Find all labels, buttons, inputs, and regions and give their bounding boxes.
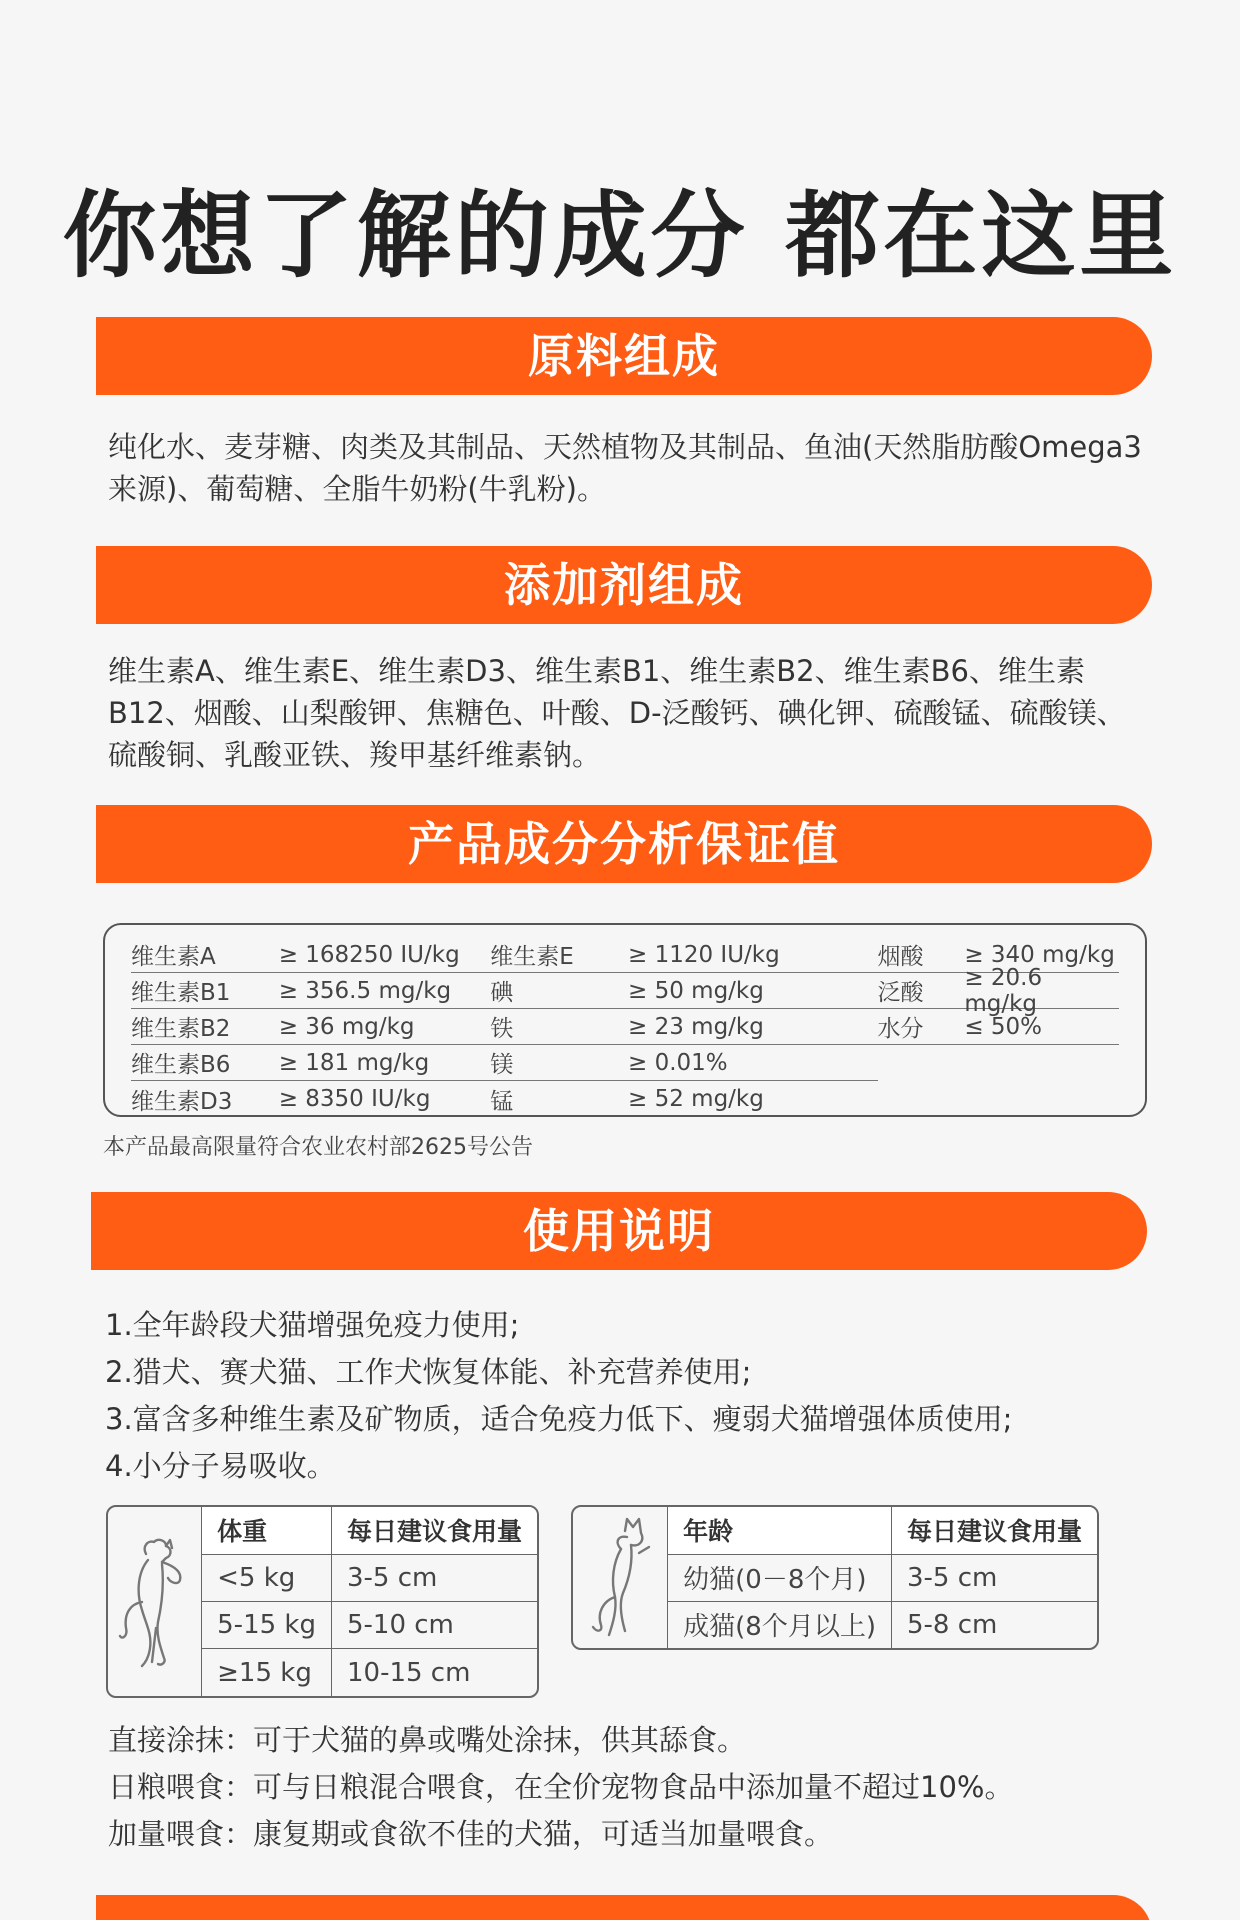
- cat-dosage-cell: 5-8 cm: [906, 1609, 998, 1640]
- nutrient-name: [878, 1081, 965, 1117]
- additive-text: 维生素A、维生素E、维生素D3、维生素B1、维生素B2、维生素B6、维生素B12、烟酸、山梨酸钾、焦糖色、叶酸、D-泛酸钙、碘化钾、硫酸锰、硫酸镁、硫酸铜、乳酸亚铁、羧甲基纤维素钠。: [108, 654, 1126, 772]
- analysis-note: 本产品最高限量符合农业农村部2625号公告: [103, 1135, 533, 1160]
- dog-illustration: [108, 1507, 202, 1696]
- nutrient-value: ≥ 50 mg/kg: [628, 973, 878, 1009]
- dog-header-weight: 体重: [202, 1507, 331, 1554]
- section-heading-analysis: 产品成分分析保证值: [96, 805, 1152, 883]
- dog-weight-cell: <5 kg: [202, 1554, 331, 1601]
- section-heading-raw: 原料组成: [96, 317, 1152, 395]
- nutrient-name: 泛酸: [878, 973, 965, 1009]
- analysis-row: [131, 1009, 1119, 1045]
- nutrient-name: 锰: [490, 1088, 514, 1115]
- nutrient-value: ≤ 50%: [964, 1009, 1119, 1045]
- analysis-row: [131, 1045, 1119, 1081]
- method-item: 直接涂抹：可于犬猫的鼻或嘴处涂抹，供其舔食。: [108, 1723, 747, 1757]
- nutrient-value: ≥ 168250 IU/kg: [279, 937, 491, 973]
- cat-header-dosage: 每日建议食用量: [891, 1507, 1097, 1554]
- nutrient-name: 镁: [490, 1045, 628, 1081]
- nutrient-value: ≥ 0.01%: [628, 1045, 878, 1081]
- usage-list: [105, 1302, 1012, 1490]
- nutrient-value: ≥ 23 mg/kg: [628, 1009, 878, 1045]
- nutrient-value: ≥ 20.6 mg/kg: [964, 973, 1119, 1009]
- cat-icon: [585, 1513, 655, 1643]
- analysis-table: [103, 923, 1147, 1117]
- nutrient-name: 维生素E: [490, 937, 628, 973]
- dog-weight-cell: 5-15 kg: [202, 1602, 331, 1649]
- cat-age-cell: 成猫(8个月以上): [668, 1601, 891, 1648]
- section-heading-additive: 添加剂组成: [96, 546, 1152, 624]
- nutrient-name: 维生素A: [131, 937, 279, 973]
- nutrient-value: [964, 1081, 1119, 1117]
- cat-illustration: [573, 1507, 668, 1648]
- nutrient-name: 维生素D3: [131, 1088, 233, 1115]
- nutrient-value: ≥ 8350 IU/kg: [278, 1086, 431, 1112]
- dog-header-dosage: 每日建议食用量: [331, 1507, 537, 1554]
- section-heading-usage: 使用说明: [91, 1192, 1147, 1270]
- dog-dosage-cell: 3-5 cm: [331, 1554, 537, 1601]
- usage-item: 2.猎犬、赛犬猫、工作犬恢复体能、补充营养使用;: [105, 1355, 752, 1389]
- cat-age-cell: 幼猫(0－8个月): [668, 1554, 891, 1601]
- nutrient-name: 维生素B6: [131, 1045, 279, 1081]
- dog-dosage-cell: 10-15 cm: [346, 1657, 471, 1688]
- nutrient-value: ≥ 356.5 mg/kg: [279, 973, 491, 1009]
- nutrient-value: ≥ 340 mg/kg: [964, 937, 1119, 973]
- dog-dosage-table: [106, 1505, 539, 1698]
- nutrient-value: ≥ 1120 IU/kg: [628, 937, 878, 973]
- cat-dosage-cell: 3-5 cm: [891, 1554, 1097, 1601]
- method-item: 日粮喂食：可与日粮混合喂食，在全价宠物食品中添加量不超过10%。: [108, 1770, 1014, 1804]
- method-item: 加量喂食：康复期或食欲不佳的犬猫，可适当加量喂食。: [108, 1817, 834, 1851]
- nutrient-value: [964, 1045, 1119, 1081]
- nutrient-name: 水分: [878, 1009, 965, 1045]
- dog-weight-cell: ≥15 kg: [202, 1649, 331, 1696]
- nutrient-value: ≥ 181 mg/kg: [279, 1045, 491, 1081]
- dog-icon: [116, 1532, 194, 1672]
- nutrient-value: ≥ 52 mg/kg: [628, 1086, 764, 1112]
- nutrient-name: [878, 1045, 965, 1081]
- dog-dosage-cell: 5-10 cm: [331, 1602, 537, 1649]
- usage-item: 1.全年龄段犬猫增强免疫力使用;: [105, 1308, 520, 1342]
- cat-dosage-table: [571, 1505, 1099, 1650]
- raw-materials-text: 纯化水、麦芽糖、肉类及其制品、天然植物及其制品、鱼油(天然脂肪酸Omega3来源)、葡萄糖、全脂牛奶粉(牛乳粉)。: [108, 430, 1142, 506]
- page-title: 你想了解的成分 都在这里: [62, 182, 1178, 291]
- section-heading-next: [96, 1895, 1152, 1920]
- usage-item: 4.小分子易吸收。: [105, 1449, 336, 1483]
- analysis-row: [131, 964, 1119, 1017]
- nutrient-name: 碘: [490, 973, 628, 1009]
- nutrient-value: ≥ 36 mg/kg: [279, 1009, 491, 1045]
- analysis-row: [131, 1081, 1119, 1117]
- usage-item: 3.富含多种维生素及矿物质，适合免疫力低下、瘦弱犬猫增强体质使用;: [105, 1402, 1013, 1436]
- nutrient-name: 维生素B2: [131, 1009, 279, 1045]
- cat-header-age: 年龄: [668, 1507, 891, 1554]
- nutrient-name: 铁: [490, 1009, 628, 1045]
- feeding-methods: [108, 1717, 1013, 1858]
- nutrient-name: 维生素B1: [131, 973, 279, 1009]
- nutrient-name: 烟酸: [878, 937, 965, 973]
